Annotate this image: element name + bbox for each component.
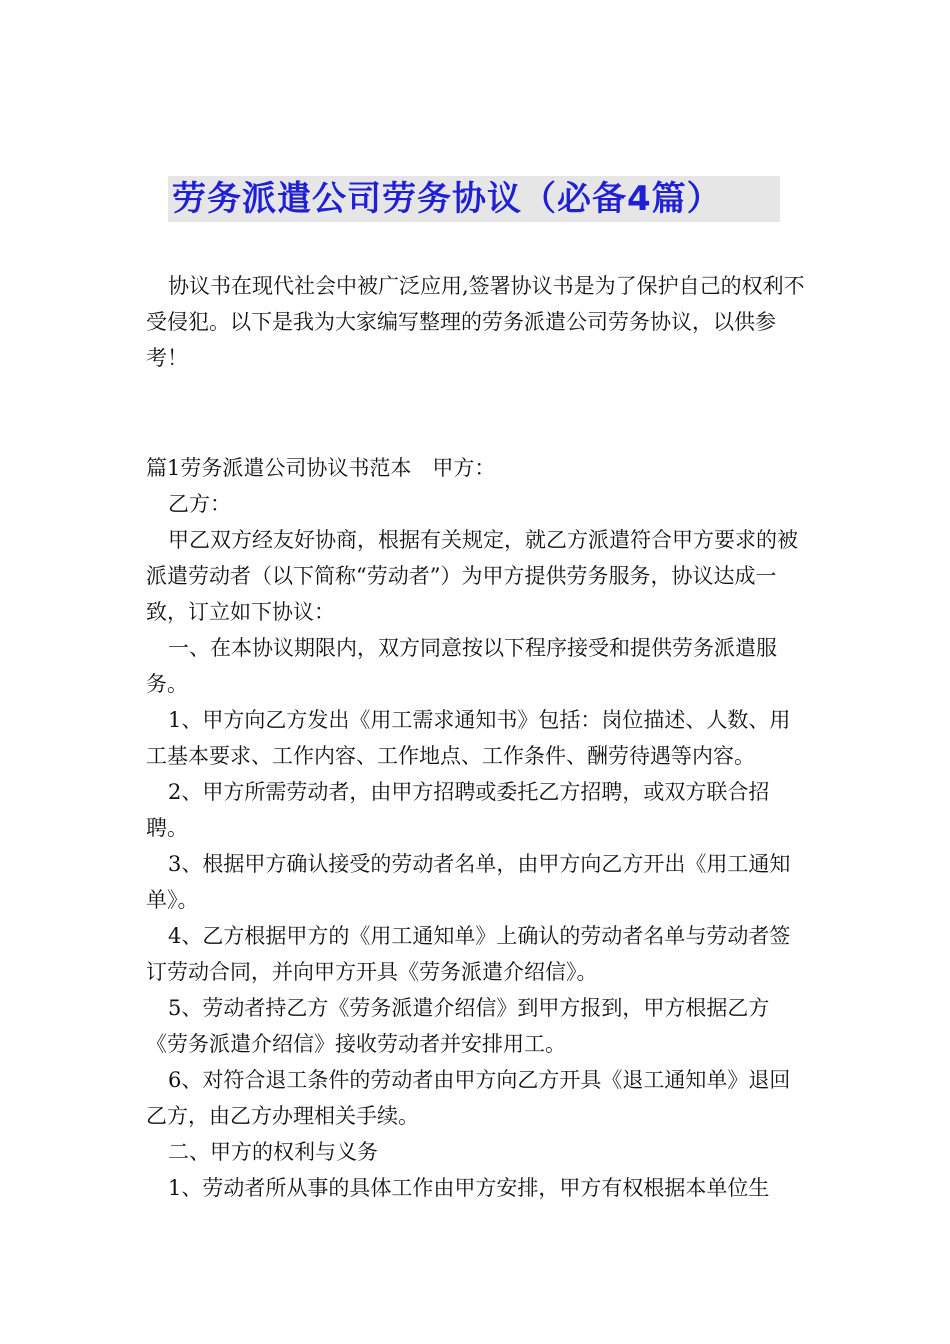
paragraph: 1、劳动者所从事的具体工作由甲方安排，甲方有权根据本单位生	[168, 1176, 770, 1200]
paragraph: 3、根据甲方确认接受的劳动者名单，由甲方向乙方开出《用工通知单》。	[146, 852, 791, 912]
paragraph: 乙方：	[168, 492, 231, 516]
paragraph: 6、对符合退工条件的劳动者由甲方向乙方开具《退工通知单》退回乙方，由乙方办理相关手续。	[146, 1068, 791, 1128]
title-highlight	[168, 176, 780, 222]
paragraph: 4、乙方根据甲方的《用工通知单》上确认的劳动者名单与劳动者签订劳动合同，并向甲方开具《劳务派遣介绍信》。	[146, 924, 791, 984]
section-heading: 篇1劳务派遣公司协议书范本 甲方：	[146, 456, 496, 480]
paragraph: 甲乙双方经友好协商，根据有关规定，就乙方派遣符合甲方要求的被派遣劳动者（以下简称“劳动者”）为甲方提供劳务服务，协议达成一致，订立如下协议：	[146, 528, 798, 624]
paragraph: 一、在本协议期限内，双方同意按以下程序接受和提供劳务派遣服务。	[146, 636, 777, 696]
document-title: 劳务派遣公司劳务协议（必备4篇）	[172, 179, 722, 219]
intro-paragraph: 协议书在现代社会中被广泛应用,签署协议书是为了保护自己的权利不受侵犯。以下是我为大家编写整理的劳务派遣公司劳务协议，以供参考！	[146, 274, 805, 370]
paragraph: 2、甲方所需劳动者，由甲方招聘或委托乙方招聘，或双方联合招聘。	[146, 780, 770, 840]
agreement-body	[146, 450, 810, 1206]
paragraph: 1、甲方向乙方发出《用工需求通知书》包括：岗位描述、人数、用工基本要求、工作内容、工作地点、工作条件、酬劳待遇等内容。	[146, 708, 791, 768]
paragraph: 5、劳动者持乙方《劳务派遣介绍信》到甲方报到，甲方根据乙方《劳务派遣介绍信》接收劳动者并安排用工。	[146, 996, 770, 1056]
paragraph: 二、甲方的权利与义务	[168, 1140, 378, 1164]
intro-block	[146, 268, 810, 376]
